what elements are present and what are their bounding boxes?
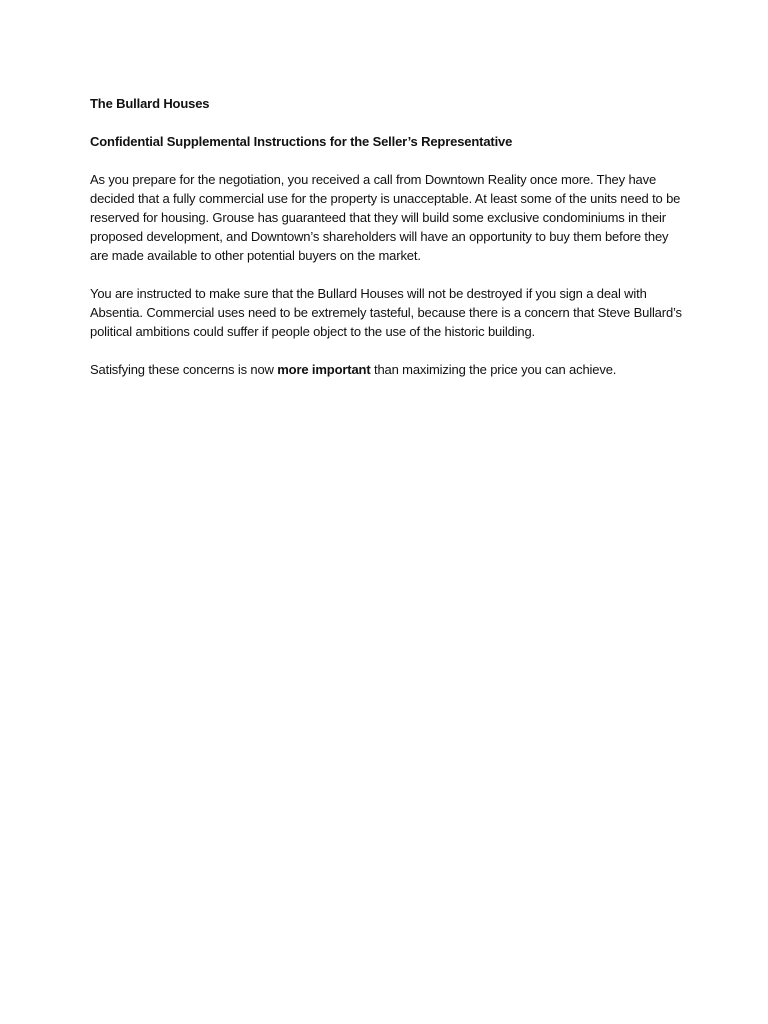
paragraph-priority <box>90 360 690 379</box>
document-title: The Bullard Houses <box>90 96 210 111</box>
priority-text-after: than maximizing the price you can achieve. <box>370 362 617 377</box>
paragraph-instructions: You are instructed to make sure that the Bullard Houses will not be destroyed if you sign a deal with Absentia. Commercial uses need to be extremely tasteful, because there is a concern that Steve Bullard’s political ambitions could suffer if people object to the use of the historic building. <box>90 286 682 339</box>
priority-text-before: Satisfying these concerns is now <box>90 362 278 377</box>
paragraph-negotiation-call: As you prepare for the negotiation, you received a call from Downtown Reality once more. They have decided that a fully commercial use for the property is unacceptable. At least some of the units need to be reserved for housing. Grouse has guaranteed that they will build some exclusive condominiums in their proposed development, and Downtown’s shareholders will have an opportunity to buy them before they are made available to other potential buyers on the market. <box>90 172 681 263</box>
document-body <box>90 94 690 379</box>
document-subtitle: Confidential Supplemental Instructions for the Seller’s Representative <box>90 134 513 149</box>
priority-emphasis: more important <box>277 362 371 377</box>
